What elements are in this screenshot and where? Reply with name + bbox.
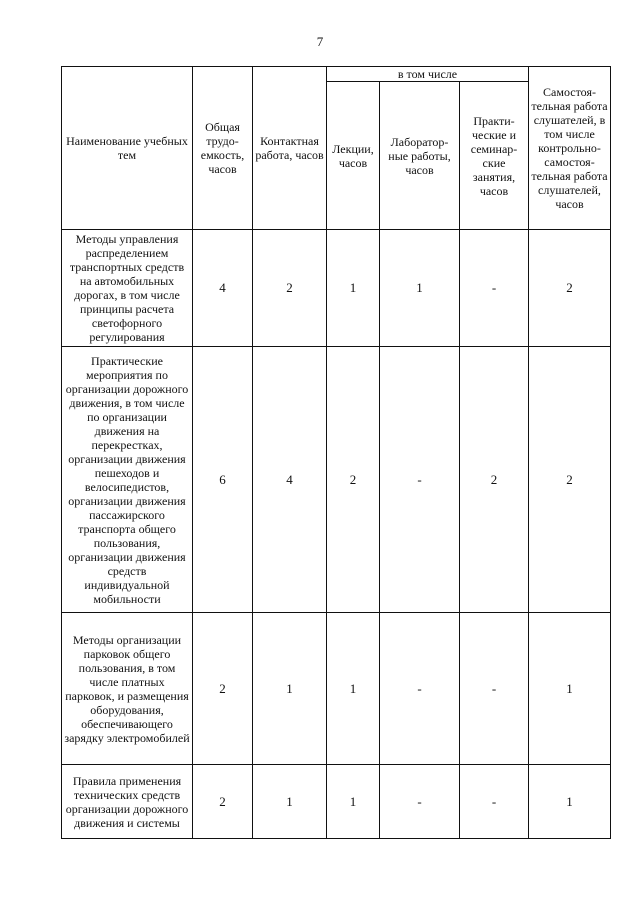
self-study-cell: 1: [529, 613, 611, 765]
lectures-cell: 1: [327, 765, 380, 839]
table-row: [62, 347, 611, 613]
self-study-cell: 2: [529, 230, 611, 347]
total-hours-cell: 2: [193, 765, 253, 839]
labs-cell: -: [380, 613, 460, 765]
topic-cell: Правила применения технических средств организации дорожного движения и системы: [62, 765, 193, 839]
practical-cell: -: [460, 765, 529, 839]
header-practical: Практи-ческие и семинар-ские занятия, часов: [460, 82, 529, 230]
labs-cell: -: [380, 765, 460, 839]
header-labs: Лаборатор-ные работы, часов: [380, 82, 460, 230]
labs-cell: -: [380, 347, 460, 613]
self-study-cell: 1: [529, 765, 611, 839]
topic-cell: Методы организации парковок общего пользования, в том числе платных парковок, и размещения оборудования, обеспечивающего зарядку электромобилей: [62, 613, 193, 765]
practical-cell: 2: [460, 347, 529, 613]
topic-cell: Практические мероприятия по организации дорожного движения, в том числе по организации движения на перекрестках, организации движения пешеходов и велосипедистов, организации движения пассажирского транспорта общего пользования, организации движения средств индивидуальной мобильности: [62, 347, 193, 613]
curriculum-table: [61, 66, 611, 839]
practical-cell: -: [460, 230, 529, 347]
self-study-cell: 2: [529, 347, 611, 613]
table-row: [62, 230, 611, 347]
header-lectures: Лекции, часов: [327, 82, 380, 230]
practical-cell: -: [460, 613, 529, 765]
total-hours-cell: 6: [193, 347, 253, 613]
total-hours-cell: 2: [193, 613, 253, 765]
total-hours-cell: 4: [193, 230, 253, 347]
header-contact-hours: Контактная работа, часов: [253, 67, 327, 230]
contact-hours-cell: 1: [253, 765, 327, 839]
contact-hours-cell: 1: [253, 613, 327, 765]
contact-hours-cell: 2: [253, 230, 327, 347]
lectures-cell: 2: [327, 347, 380, 613]
lectures-cell: 1: [327, 613, 380, 765]
header-topic-name: Наименование учебных тем: [62, 67, 193, 230]
labs-cell: 1: [380, 230, 460, 347]
contact-hours-cell: 4: [253, 347, 327, 613]
table-row: [62, 613, 611, 765]
header-self-study-hours: Самостоя-тельная работа слушателей, в том числе контрольно-самостоя-тельная работа слушателей, часов: [529, 67, 611, 230]
table-row: [62, 765, 611, 839]
header-including: в том числе: [327, 67, 529, 82]
page-number: 7: [316, 34, 324, 49]
lectures-cell: 1: [327, 230, 380, 347]
topic-cell: Методы управления распределением транспортных средств на автомобильных дорогах, в том числе принципы расчета светофорного регулирования: [62, 230, 193, 347]
header-total-hours: Общая трудо-емкость, часов: [193, 67, 253, 230]
